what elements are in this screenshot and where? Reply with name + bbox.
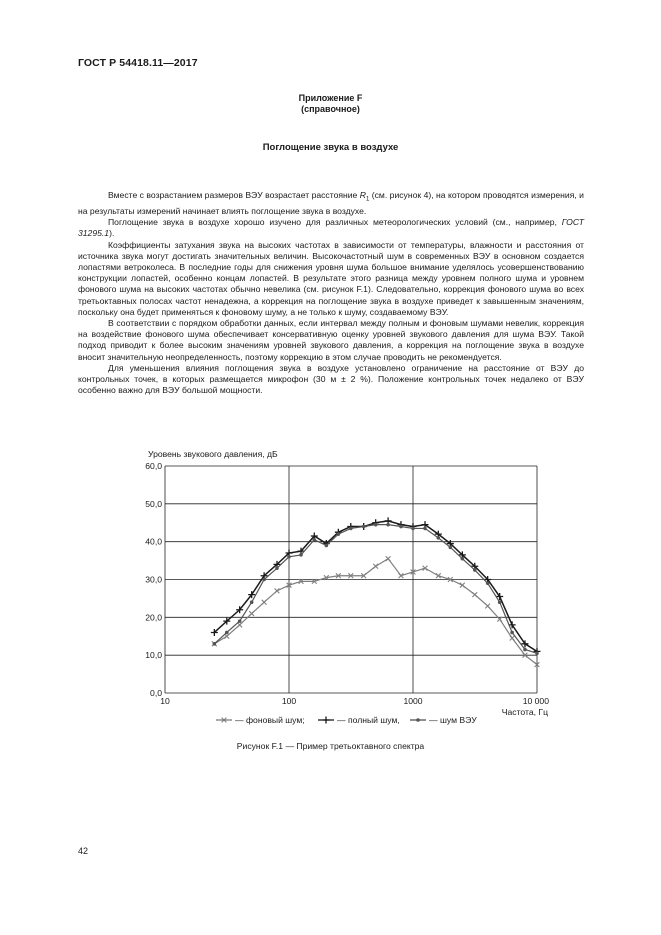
data-point xyxy=(449,546,453,550)
data-point xyxy=(337,532,341,536)
chart-legend xyxy=(216,715,477,725)
document-header: ГОСТ Р 54418.11—2017 xyxy=(78,57,198,69)
data-point xyxy=(486,581,490,585)
series-line-2 xyxy=(214,521,537,652)
symbol-r: R xyxy=(359,190,366,200)
data-point xyxy=(510,636,515,641)
data-point xyxy=(275,566,279,570)
paragraph-4: В соответствии с порядком обработки данных, если интервал между полным и фоновым шумами невелик, коррекция на воздействие фонового шума обеспечивает консервативную оценку уровней звукового давления для шума ВЭУ. Такой подход приводит к более высоким значениям уровней звукового давления, а коррекция на поглощение звука в воздухе вносит значительную неопределенность, поэтому коррекцию в этом случае проводить не рекомендуется. xyxy=(78,317,584,362)
data-point xyxy=(287,555,291,559)
data-point xyxy=(362,525,366,529)
paragraph-2-text-b: ). xyxy=(109,228,115,239)
x-tick-label: 10 xyxy=(160,696,170,706)
data-point xyxy=(250,600,254,604)
standard-reference: ГОСТ 31295.1 xyxy=(78,217,584,239)
paragraph-2-text-a: Поглощение звука в воздухе хорошо изучено для различных метеорологических условий (см., например, xyxy=(108,217,562,228)
data-point xyxy=(437,536,441,540)
data-point xyxy=(275,588,280,593)
y-tick-label: 20,0 xyxy=(145,612,162,623)
data-point xyxy=(460,583,465,588)
y-tick-label: 10,0 xyxy=(145,650,162,661)
data-point xyxy=(399,525,403,529)
data-point xyxy=(249,611,254,616)
data-point xyxy=(461,557,465,561)
annex-type: (справочное) xyxy=(301,104,360,114)
data-point xyxy=(262,578,266,582)
y-tick-label: 0,0 xyxy=(150,688,162,698)
data-point xyxy=(225,631,229,635)
series-line-3 xyxy=(214,525,537,654)
data-point xyxy=(325,544,329,548)
data-point xyxy=(213,642,217,646)
data-point xyxy=(411,527,415,531)
data-point xyxy=(510,631,514,635)
data-point xyxy=(349,527,353,531)
data-point xyxy=(374,523,378,527)
data-point xyxy=(299,553,303,557)
data-point xyxy=(262,600,267,605)
data-point xyxy=(535,651,539,655)
data-point xyxy=(423,527,427,531)
annex-label: Приложение F xyxy=(298,93,363,103)
data-point xyxy=(238,619,242,623)
x-tick-label: 1000 xyxy=(403,696,423,706)
legend-marker xyxy=(323,717,330,724)
legend-label: — шум ВЭУ xyxy=(429,715,477,725)
paragraph-1-text-a: Вместе с возрастанием размеров ВЭУ возрастает расстояние xyxy=(108,190,360,200)
x-tick-label: 10 000 xyxy=(522,696,549,706)
paragraph-5: Для уменьшения влияния поглощения звука в воздухе установлено ограничение на расстояние от ВЭУ до контрольных точек, в которых размещается микрофон (30 м ± 2 %). Положение контрольных точек недалеко от ВЭУ особенно важно для ВЭУ большой мощности. xyxy=(78,362,584,396)
legend-label: — полный шум, xyxy=(337,715,400,725)
chart-series xyxy=(211,517,541,667)
y-tick-label: 40,0 xyxy=(145,536,162,547)
series-line-1 xyxy=(214,559,537,665)
symbol-r-subscript: 1 xyxy=(365,196,370,203)
data-point xyxy=(386,523,390,527)
y-tick-label: 50,0 xyxy=(145,498,162,509)
annex-title: Поглощение звука в воздухе xyxy=(262,142,399,153)
y-axis-label: Уровень звукового давления, дБ xyxy=(148,449,278,459)
data-point xyxy=(523,648,527,652)
chart-grid xyxy=(165,466,537,693)
page-number: 42 xyxy=(78,846,89,856)
legend-marker xyxy=(416,718,420,722)
data-point xyxy=(386,556,391,561)
y-tick-label: 30,0 xyxy=(145,574,162,585)
paragraph-1-text-b: (см. рисунок 4), на котором проводятся измерения, и на результаты измерений начинает влиять поглощение звука в воздухе. xyxy=(78,190,584,216)
x-tick-label: 100 xyxy=(281,696,297,706)
y-tick-label: 60,0 xyxy=(145,461,162,471)
data-point xyxy=(472,592,477,597)
data-point xyxy=(485,604,490,609)
x-axis-label: Частота, Гц xyxy=(501,707,548,717)
figure-caption: Рисунок F.1 — Пример третьоктавного спектра xyxy=(236,741,425,751)
data-point xyxy=(313,538,317,542)
data-point xyxy=(373,564,378,569)
legend-label: — фоновый шум; xyxy=(235,715,305,725)
data-point xyxy=(473,568,477,572)
paragraph-3: Коэффициенты затухания звука на высоких частотах в зависимости от температуры, влажности и расстояния от источника звука могут достигать значительных величин. Высокочастотный шум в современных ВЭУ в основном создается лопастями ветроколеса. В последние годы для снижения уровня шума большое внимание уделялось усовершенствованию конструкции лопастей, особенно концам лопастей. В результате этого разница между уровнем полного шума и уровнем фонового шума на высоких частотах обычно невелика (см. рисунок F.1). Следовательно, коррекция фонового шума во всех третьоктавных полосах частот ненадежна, а коррекция на поглощение звука в воздухе приведет к завышенным значениям, поскольку она будет применяться к фоновому шуму, а не только к шуму, создаваемому ВЭУ. xyxy=(78,239,584,317)
data-point xyxy=(498,600,502,604)
